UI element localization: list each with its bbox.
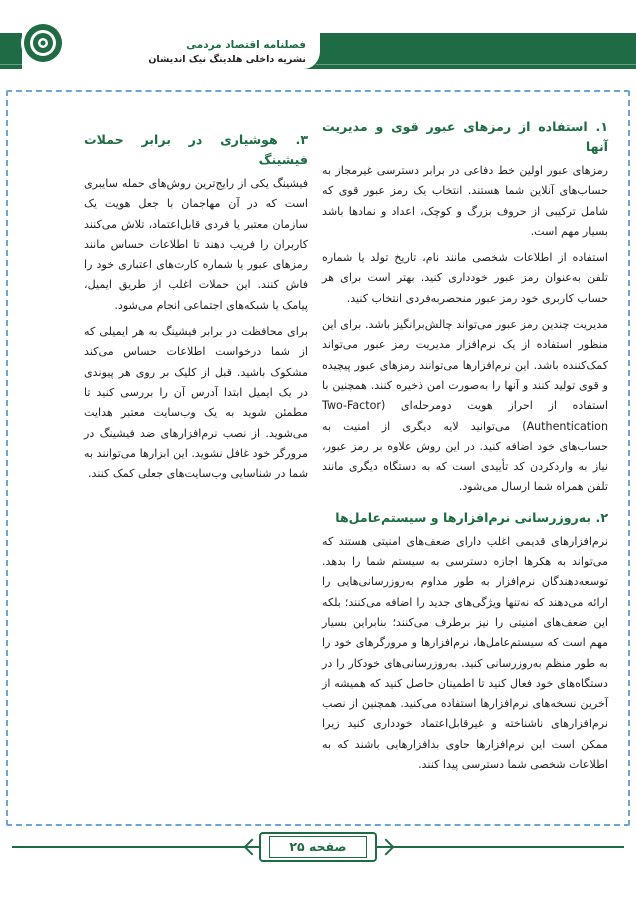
publication-title: فصلنامه اقتصاد مردمی [186,39,306,51]
ornamental-emblem-icon [20,20,66,66]
publication-subtitle: نشریه داخلی هلدینگ نیک اندیشان [148,54,306,65]
section-2-paragraph-1: نرم‌افزارهای قدیمی اغلب دارای ضعف‌های امنیتی هستند که می‌تواند به هکرها اجازه دسترسی به سیستم شما را بدهد. توسعه‌دهندگان نرم‌افزار به طور مداوم به‌روزرسانی‌هایی را ارائه می‌دهند که نه‌تنها ویژگی‌های جدید را اضافه می‌کنند؛ بلکه این ضعف‌های امنیتی را نیز برطرف می‌کنند؛ بنابراین بسیار مهم است که سیستم‌عامل‌ها، نرم‌افزارها و مرورگرهای خود را به طور منظم به‌روزرسانی کنید. به‌روزرسانی‌های خودکار را در دستگاه‌های خود فعال کنید تا اطمینان حاصل کنید که همیشه از آخرین نسخه‌های نرم‌افزارها استفاده می‌کنید. همچنین از نصب نرم‌افزارهای ناشناخته و غیرقابل‌اعتماد خودداری کنید زیرا ممکن است این نرم‌افزارها حاوی بدافزارهایی باشند که به اطلاعات شخصی شما دسترسی پیدا کنند. [322,534,608,772]
section-1-heading: ۱. استفاده از رمزهای عبور قوی و مدیریت آنها [322,119,608,154]
chevron-right-icon [378,839,395,856]
right-column [322,117,608,781]
section-1-paragraph-1: رمزهای عبور اولین خط دفاعی در برابر دسترسی غیرمجاز به حساب‌های آنلاین شما هستند. انتخاب یک رمز عبور قوی که شامل ترکیبی از حروف بزرگ و کوچک، اعداد و نمادها باشد بسیار مهم است. [322,164,608,238]
section-2-heading: ۲. به‌روزرسانی نرم‌افزارها و سیستم‌عامل‌ها [335,509,608,525]
section-1-paragraph-3: مدیریت چندین رمز عبور می‌تواند چالش‌برانگیز باشد. برای این منظور استفاده از یک نرم‌افزار مدیریت رمز عبور می‌تواند کمک‌کننده باشد. این نرم‌افزارها می‌توانند رمزهای عبور پیچیده و قوی تولید کنند و آنها را به‌صورت امن ذخیره کنند. همچنین با استفاده از احراز هویت دومرحله‌ای (Two-Factor Authentication) می‌توانید لایه دیگری از امنیت به حساب‌های خود اضافه کنید. در این روش علاوه بر رمز عبور، نیاز به واردکردن کد تأییدی است که به دستگاه دیگری مانند تلفن همراه شما ارسال می‌شود. [322,318,608,494]
chevron-left-icon [244,839,261,856]
section-3-paragraph-1: فیشینگ یکی از رایج‌ترین روش‌های حمله سایبری است که در آن مهاجمان با جعل هویت یک سازمان معتبر یا فردی قابل‌اعتماد، تلاش می‌کنند کاربران را فریب دهند تا اطلاعات حساس مانند رمزهای عبور یا شماره کارت‌های اعتباری خود را فاش کنند. این حملات اغلب از طریق ایمیل، پیامک یا شبکه‌های اجتماعی انجام می‌شود. [84,177,308,312]
section-3-heading: ۳. هوشیاری در برابر حملات فیشینگ [84,132,308,167]
section-1-paragraph-2: استفاده از اطلاعات شخصی مانند نام، تاریخ تولد یا شماره تلفن به‌عنوان رمز عبور خودداری کنید. بهتر است برای هر حساب کاربری خود رمز عبور منحصربه‌فردی انتخاب کنید. [322,251,608,305]
page-number: صفحه ۲۵ [269,836,367,858]
section-3-paragraph-2: برای محافظت در برابر فیشینگ به هر ایمیلی که از شما درخواست اطلاعات حساس می‌کند مشکوک باشید. قبل از کلیک بر روی هر پیوندی در یک ایمیل ابتدا آدرس آن را بررسی کنید تا مطمئن شوید به یک وب‌سایت معتبر هدایت می‌شوید. از نصب نرم‌افزارهای ضد فیشینگ در مرورگر خود غافل نشوید. این ابزارها می‌توانند به شما در شناسایی وب‌سایت‌های جعلی کمک کنند. [84,325,308,481]
left-column [84,120,308,490]
